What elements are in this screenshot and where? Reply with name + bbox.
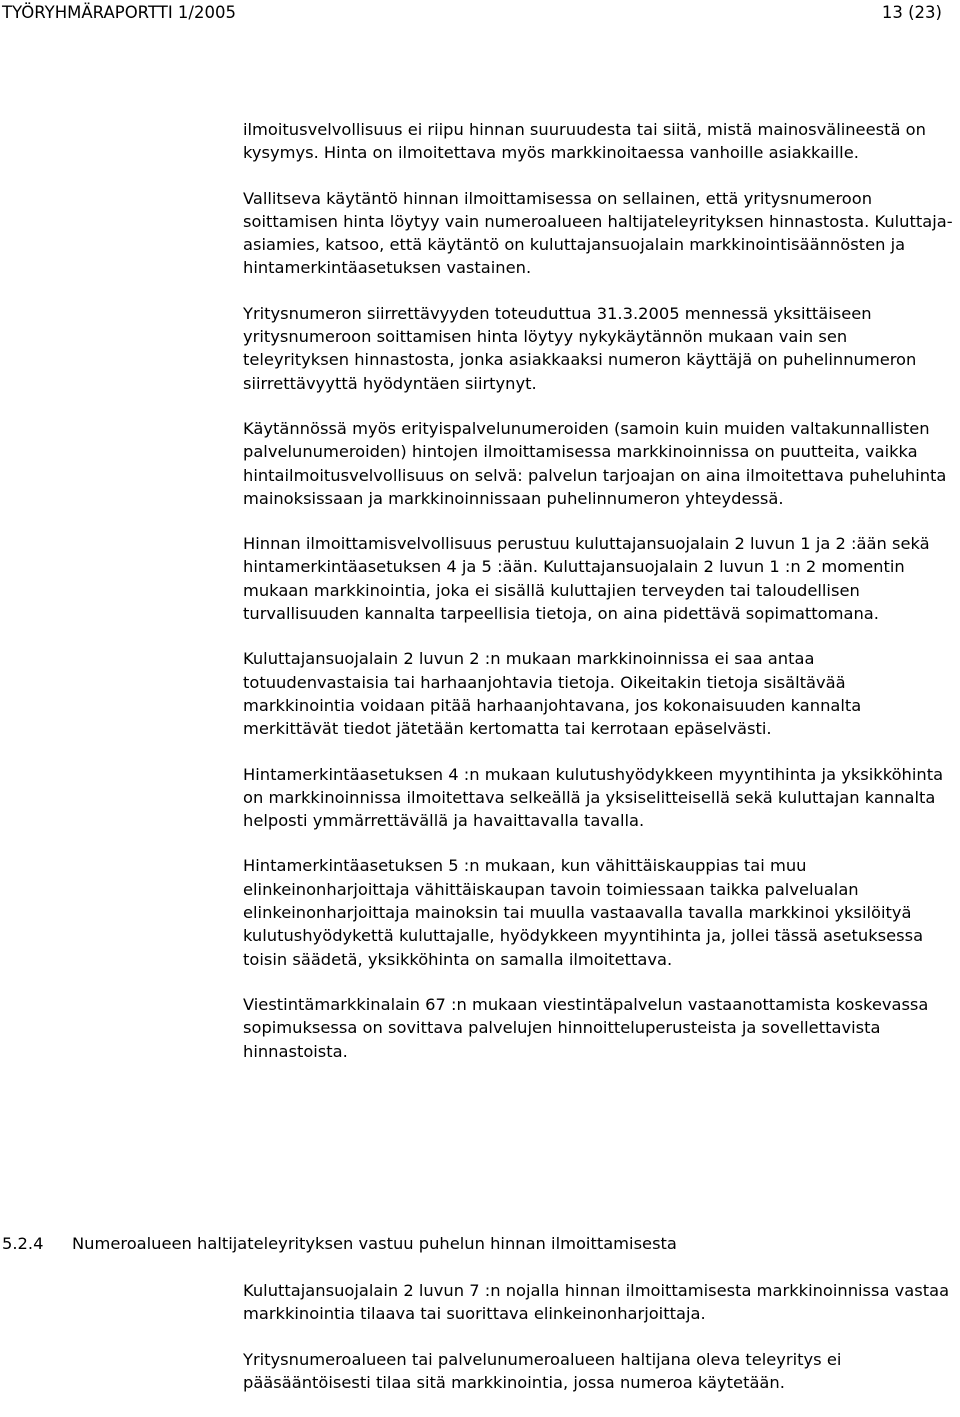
paragraph: Hinnan ilmoittamisvelvollisuus perustuu kuluttajansuojalain 2 luvun 1 ja 2 :ään sekä hintamerkintäasetuksen 4 ja 5 :ään. Kuluttajansuojalain 2 luvun 1 :n 2 momentin mukaan markkinointia, joka ei sisällä kuluttajien terveyden tai taloudellisen turvallisuuden kannalta tarpeellisia tietoja, on aina pidettävä sopimattomana.	[243, 534, 930, 624]
section-number: 5.2.4	[2, 1234, 44, 1253]
body-text-top	[243, 118, 958, 1085]
paragraph: Yritysnumeron siirrettävyyden toteuduttua 31.3.2005 mennessä yksittäiseen yritysnumeroon soittamisen hinta löytyy nykykäytännön mukaan vain sen teleyrityksen hinnastosta, jonka asiakkaaksi numeron käyttäjä on puhelinnumeron siirrettävyyttä hyödyntäen siirtynyt.	[243, 303, 917, 393]
section-heading	[2, 1232, 952, 1255]
paragraph: Hintamerkintäasetuksen 5 :n mukaan, kun vähittäiskauppias tai muu elinkeinonharjoittaja vähittäiskaupan tavoin toimiessaan taikka palvelualan elinkeinonharjoittaja mainoksin tai muulla vastaavalla tavalla markkinoi yksilöityä kulutushyödykettä kuluttajalle, hyödykkeen myyntihinta ja, jollei tässä asetuksessa toisin säädetä, yksikköhinta on samalla ilmoitettava.	[243, 856, 924, 969]
paragraph: Kuluttajansuojalain 2 luvun 2 :n mukaan markkinoinnissa ei saa antaa totuudenvastaisia tai harhaanjohtavia tietoja. Oikeitakin tietoja sisältävää markkinointia voidaan pitää harhaanjohtavana, jos kokonaisuuden kannalta merkittävät tiedot jätetään kertomatta tai kerrotaan epäselvästi.	[243, 649, 862, 739]
section-title: Numeroalueen haltijateleyrityksen vastuu puhelun hinnan ilmoittamisesta	[72, 1234, 677, 1253]
paragraph: Vallitseva käytäntö hinnan ilmoittamisessa on sellainen, että yritysnumeroon soittamisen hinta löytyy vain numeroalueen haltijateleyrityksen hinnastosta. Kuluttaja-asiamies, katsoo, että käytäntö on kuluttajansuojalain markkinointisäännösten ja hintamerkintäasetuksen vastainen.	[243, 188, 953, 278]
paragraph: Käytännössä myös erityispalvelunumeroiden (samoin kuin muiden valtakunnallisten palvelunumeroiden) hintojen ilmoittamisessa markkinoinnissa on puutteita, vaikka hintailmoitusvelvollisuus on selvä: palvelun tarjoajan on aina ilmoitettava puheluhinta mainoksissaan ja markkinoinnissaan puhelinnumeron yhteydessä.	[243, 418, 947, 508]
page-number: 13 (23)	[881, 3, 942, 22]
paragraph: Viestintämarkkinalain 67 :n mukaan viestintäpalvelun vastaanottamista koskevassa sopimuksessa on sovittava palvelujen hinnoitteluperusteista ja sovellettavista hinnastoista.	[243, 994, 929, 1061]
paragraph: Yritysnumeroalueen tai palvelunumeroalueen haltijana oleva teleyritys ei pääsääntöisesti tilaa sitä markkinointia, jossa numeroa käytetään.	[243, 1349, 842, 1392]
page-header	[2, 3, 942, 27]
body-text-bottom	[243, 1279, 958, 1416]
report-title: TYÖRYHMÄRAPORTTI 1/2005	[2, 3, 236, 22]
paragraph: Hintamerkintäasetuksen 4 :n mukaan kulutushyödykkeen myyntihinta ja yksikköhinta on markkinoinnissa ilmoitettava selkeällä ja yksiselitteisellä sekä kuluttajan kannalta helposti ymmärrettävällä ja havaittavalla tavalla.	[243, 764, 944, 831]
paragraph: Kuluttajansuojalain 2 luvun 7 :n nojalla hinnan ilmoittamisesta markkinoinnissa vastaa markkinointia tilaava tai suorittava elinkeinonharjoittaja.	[243, 1281, 950, 1324]
paragraph: ilmoitusvelvollisuus ei riipu hinnan suuruudesta tai siitä, mistä mainosvälineestä on kysymys. Hinta on ilmoitettava myös markkinoitaessa vanhoille asiakkaille.	[243, 120, 926, 163]
